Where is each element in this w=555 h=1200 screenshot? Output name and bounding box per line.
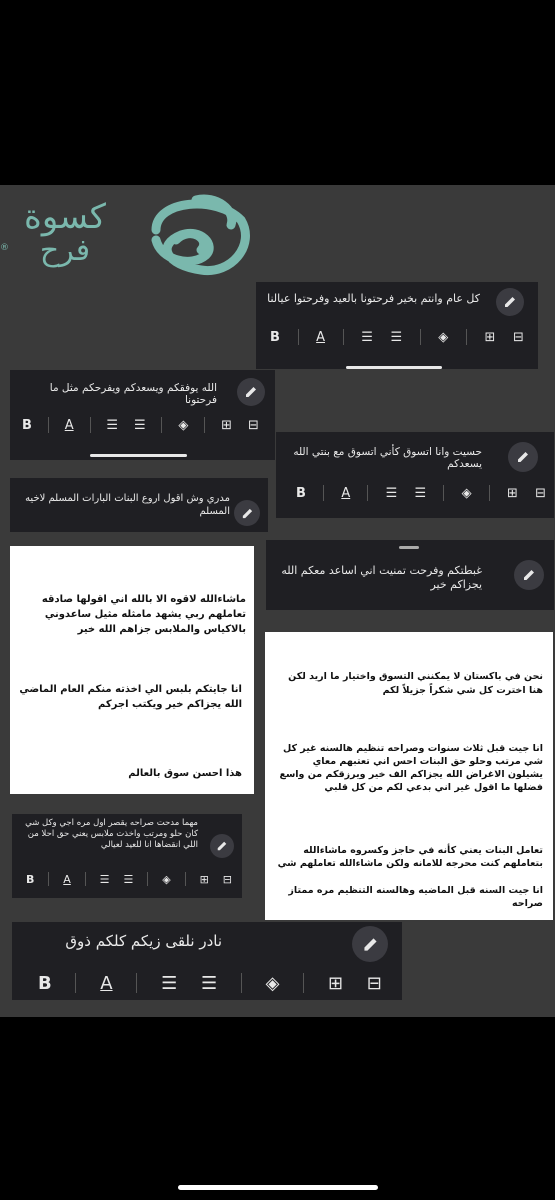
divider (48, 872, 49, 886)
format-toolbar (26, 868, 232, 890)
align-center-icon[interactable]: ☰ (390, 329, 403, 345)
note-text: مهما مدحت صراحه يقصر اول مره اجي وكل شي كان حلو ومرتب واخذت ملابس يعني حق احلا من اللي انقضاها انا للعيد لعيالي (25, 818, 198, 850)
align-center-icon[interactable]: ☰ (133, 417, 146, 433)
card-line: ماشاءالله لاقوه الا بالله اني اقولها صادقه تعاملهم ربي يشهد مامثله مثيل ساعدوني بالاكياس والملابس جزاهم الله خير (41, 594, 246, 635)
format-toolbar (22, 412, 259, 438)
text-color-button[interactable]: A (341, 485, 351, 501)
note-text: نادر نلقى زيكم كلكم ذوق (65, 932, 222, 950)
edit-pencil-icon[interactable] (234, 500, 260, 526)
align-center-icon[interactable]: ☰ (414, 485, 427, 501)
add-box-icon[interactable]: ⊞ (484, 329, 496, 345)
divider (466, 329, 467, 345)
divider (185, 872, 186, 886)
fill-color-icon[interactable]: ◈ (438, 329, 449, 345)
align-left-icon[interactable]: ☰ (106, 417, 119, 433)
bold-button[interactable]: B (26, 872, 35, 886)
fill-color-icon[interactable]: ◈ (461, 485, 472, 501)
add-column-icon[interactable]: ⊟ (222, 872, 232, 886)
fill-color-icon[interactable]: ◈ (162, 872, 171, 886)
add-box-icon[interactable]: ⊞ (506, 485, 518, 501)
align-left-icon[interactable]: ☰ (161, 972, 178, 994)
edit-pencil-icon[interactable] (508, 442, 538, 472)
note-text: غبطتكم وفرحت تمنيت اني اساعد معكم الله يجزاكم خير (281, 564, 482, 591)
format-toolbar (296, 482, 546, 504)
divider (343, 329, 344, 345)
card-line: تعامل البنات يعني كأنه في حاجز وكسروه ماشاءالله بتعاملهم كنت محرجه للامانه ولكن ماشاءالله تعاملهم شي (277, 845, 543, 869)
card-line: انا جيت قبل ثلاث سنوات وصراحه تنظيم هالسنه غير كل شي مرتب وحلو حق البنات احس اني تعتبهم معاي يشيلون الاغراض الله يجزاكم الف خير ويرزقكم من واسع فضلها ما اقول غير اني بدعي لكم من كل قلبي (279, 743, 543, 793)
handwritten-card-1 (10, 546, 254, 794)
bold-button[interactable]: B (22, 417, 32, 433)
edit-pencil-icon[interactable] (514, 560, 544, 590)
note-text: مدري وش اقول اروع البنات البارات المسلم لاخيه المسلم (25, 493, 230, 517)
comment-note-6 (12, 814, 242, 898)
note-text: حسيت وانا اتسوق كأني اتسوق مع بنتي الله يسعدكم (293, 446, 482, 470)
card-line: هذا احسن سوق بالعالم (128, 768, 242, 779)
home-indicator[interactable] (178, 1185, 378, 1190)
align-center-icon[interactable]: ☰ (123, 872, 134, 886)
divider (204, 417, 205, 433)
text-color-button[interactable]: A (316, 329, 326, 345)
format-toolbar (270, 324, 524, 350)
comment-note-7 (12, 922, 402, 1000)
bold-button[interactable]: B (296, 485, 306, 501)
divider (75, 973, 76, 993)
fill-color-icon[interactable]: ◈ (178, 417, 189, 433)
add-column-icon[interactable]: ⊟ (366, 972, 382, 994)
brand-name (10, 197, 120, 268)
note-text: الله يوفقكم ويسعدكم ويفرحكم مثل ما فرحتونا (49, 382, 217, 406)
divider (489, 485, 490, 501)
card-line: نحن في باكستان لا يمكنني التسوق واختيار ما اريد لكن هنا اخترت كل شي شكراً جزيلاً لكم (288, 671, 543, 696)
comment-note-2 (10, 370, 275, 460)
align-center-icon[interactable]: ☰ (200, 972, 218, 994)
add-box-icon[interactable]: ⊞ (327, 972, 344, 994)
edit-pencil-icon[interactable] (496, 288, 524, 316)
divider (323, 485, 324, 501)
align-left-icon[interactable]: ☰ (385, 485, 398, 501)
add-column-icon[interactable]: ⊟ (512, 329, 524, 345)
comment-note-1 (256, 282, 538, 369)
note-text: كل عام وانتم بخير فرحتونا بالعيد وفرحتوا عيالنا (267, 292, 480, 305)
brand-line-2: فرح (39, 233, 91, 268)
divider (48, 417, 49, 433)
divider (136, 973, 137, 993)
card-line: انا جايتكم بلبس الي اخذته منكم العام الماضي الله يجزاكم خير ويكتب اجركم (19, 684, 242, 710)
divider (443, 485, 444, 501)
drag-handle[interactable] (399, 546, 419, 549)
divider (85, 872, 86, 886)
add-column-icon[interactable]: ⊟ (535, 485, 546, 501)
divider (147, 872, 148, 886)
format-toolbar (38, 970, 382, 996)
brand-line-1: كسوة (24, 197, 106, 237)
add-box-icon[interactable]: ⊞ (221, 417, 233, 433)
bold-button[interactable]: B (270, 329, 280, 345)
divider (298, 329, 299, 345)
edit-pencil-icon[interactable] (210, 834, 234, 858)
comment-note-3 (276, 432, 554, 518)
align-left-icon[interactable]: ☰ (361, 329, 373, 345)
divider (367, 485, 368, 501)
add-box-icon[interactable]: ⊞ (199, 872, 209, 886)
add-column-icon[interactable]: ⊟ (247, 417, 259, 433)
comment-note-4 (10, 478, 268, 532)
edit-pencil-icon[interactable] (237, 378, 265, 406)
fill-color-icon[interactable]: ◈ (265, 972, 280, 994)
handwritten-card-2 (265, 632, 553, 920)
align-left-icon[interactable]: ☰ (99, 872, 110, 886)
divider (90, 417, 91, 433)
drag-handle[interactable] (346, 366, 442, 369)
edit-pencil-icon[interactable] (352, 926, 388, 962)
text-color-button[interactable]: A (100, 972, 113, 994)
text-color-button[interactable]: A (63, 872, 71, 886)
divider (241, 973, 242, 993)
divider (420, 329, 421, 345)
card-line: انا جيت السنه قبل الماضيه وهالسنه التنظيم مره ممتاز صراحه (288, 885, 543, 909)
divider (161, 417, 162, 433)
comment-note-5 (266, 540, 554, 610)
divider (303, 973, 304, 993)
text-color-button[interactable]: A (64, 417, 74, 433)
bold-button[interactable]: B (38, 972, 52, 994)
drag-handle[interactable] (90, 454, 187, 457)
registered-mark: ® (0, 243, 9, 253)
